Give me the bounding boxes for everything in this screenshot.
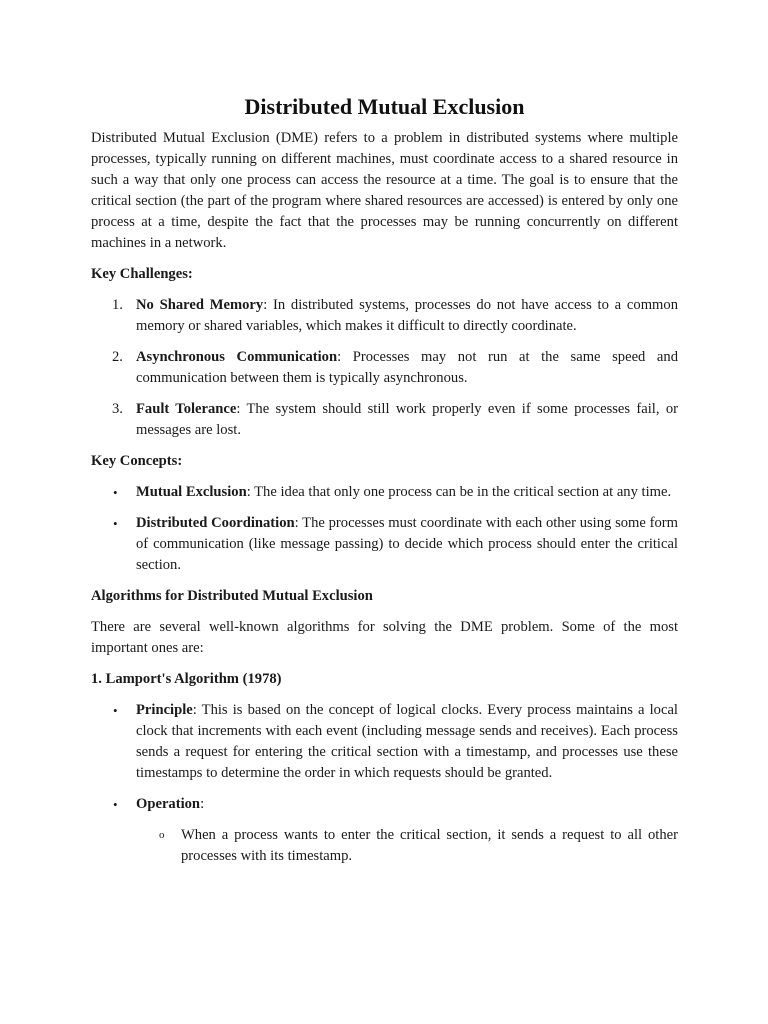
list-item: [91, 700, 678, 784]
bullet-icon: •: [113, 516, 118, 531]
list-item-term: No Shared Memory: [136, 297, 264, 313]
bullet-icon: •: [113, 797, 118, 812]
list-item-text: : In distributed systems, processes do not have access to a common memory or shared variables, which makes it difficult to directly coordinate.: [136, 297, 678, 334]
bullet-icon: •: [113, 485, 118, 500]
list-item-term: Mutual Exclusion: [136, 484, 247, 500]
list-number: 2.: [112, 349, 123, 365]
intro-paragraph: Distributed Mutual Exclusion (DME) refers to a problem in distributed systems where multiple processes, typically running on different machines, must coordinate access to a shared resource in such a way that only one process can access the resource at a time. The goal is to ensure that the critical section (the part of the program where shared resources are accessed) is entered by only one process at a time, despite the fact that the processes may be running concurrently on different machines in a network.: [91, 130, 678, 251]
list-item-term: Operation: [136, 796, 201, 812]
list-number: 1.: [112, 297, 123, 313]
document-content: [91, 93, 678, 867]
bullet-icon: •: [113, 703, 118, 718]
circle-bullet-icon: o: [159, 829, 165, 841]
list-item-text: : Processes may not run at the same speed and communication between them is typically asynchronous.: [136, 349, 678, 386]
sub-list-item: [91, 825, 678, 867]
list-item-term: Asynchronous Communication: [136, 349, 338, 365]
list-item: [91, 295, 678, 337]
key-concepts-heading: Key Concepts:: [91, 453, 183, 469]
list-number: 3.: [112, 401, 123, 417]
list-item-term: Fault Tolerance: [136, 401, 237, 417]
lamport-operation-sublist: [91, 825, 678, 867]
algorithms-intro: There are several well-known algorithms for solving the DME problem. Some of the most important ones are:: [91, 619, 678, 656]
list-item-text: : The system should still work properly even if some processes fail, or messages are lost.: [136, 401, 678, 438]
list-item-text: : The processes must coordinate with each other using some form of communication (like message passing) to decide which process should enter the critical section.: [136, 515, 678, 573]
lamport-list: [91, 700, 678, 815]
key-concepts-list: [91, 482, 678, 576]
sub-list-item-text: When a process wants to enter the critical section, it sends a request to all other processes with its timestamp.: [181, 827, 678, 864]
document-title: Distributed Mutual Exclusion: [244, 94, 525, 119]
list-item-text: : This is based on the concept of logical clocks. Every process maintains a local clock that increments with each event (including message sends and receives). Each process sends a request for entering the critical section with a timestamp, and processes use these timestamps to determine the order in which requests should be granted.: [136, 702, 678, 781]
list-item: [91, 482, 678, 503]
list-item: [91, 347, 678, 389]
list-item-term: Distributed Coordination: [136, 515, 295, 531]
algorithms-heading: Algorithms for Distributed Mutual Exclusion: [91, 588, 373, 604]
list-item-text: :: [200, 796, 205, 812]
list-item: [91, 794, 678, 815]
lamport-heading: 1. Lamport's Algorithm (1978): [91, 671, 282, 687]
list-item-term: Principle: [136, 702, 193, 718]
list-item-text: : The idea that only one process can be in the critical section at any time.: [246, 484, 672, 500]
list-item: [91, 399, 678, 441]
key-challenges-heading: Key Challenges:: [91, 266, 193, 282]
key-challenges-list: [91, 295, 678, 441]
list-item: [91, 513, 678, 576]
